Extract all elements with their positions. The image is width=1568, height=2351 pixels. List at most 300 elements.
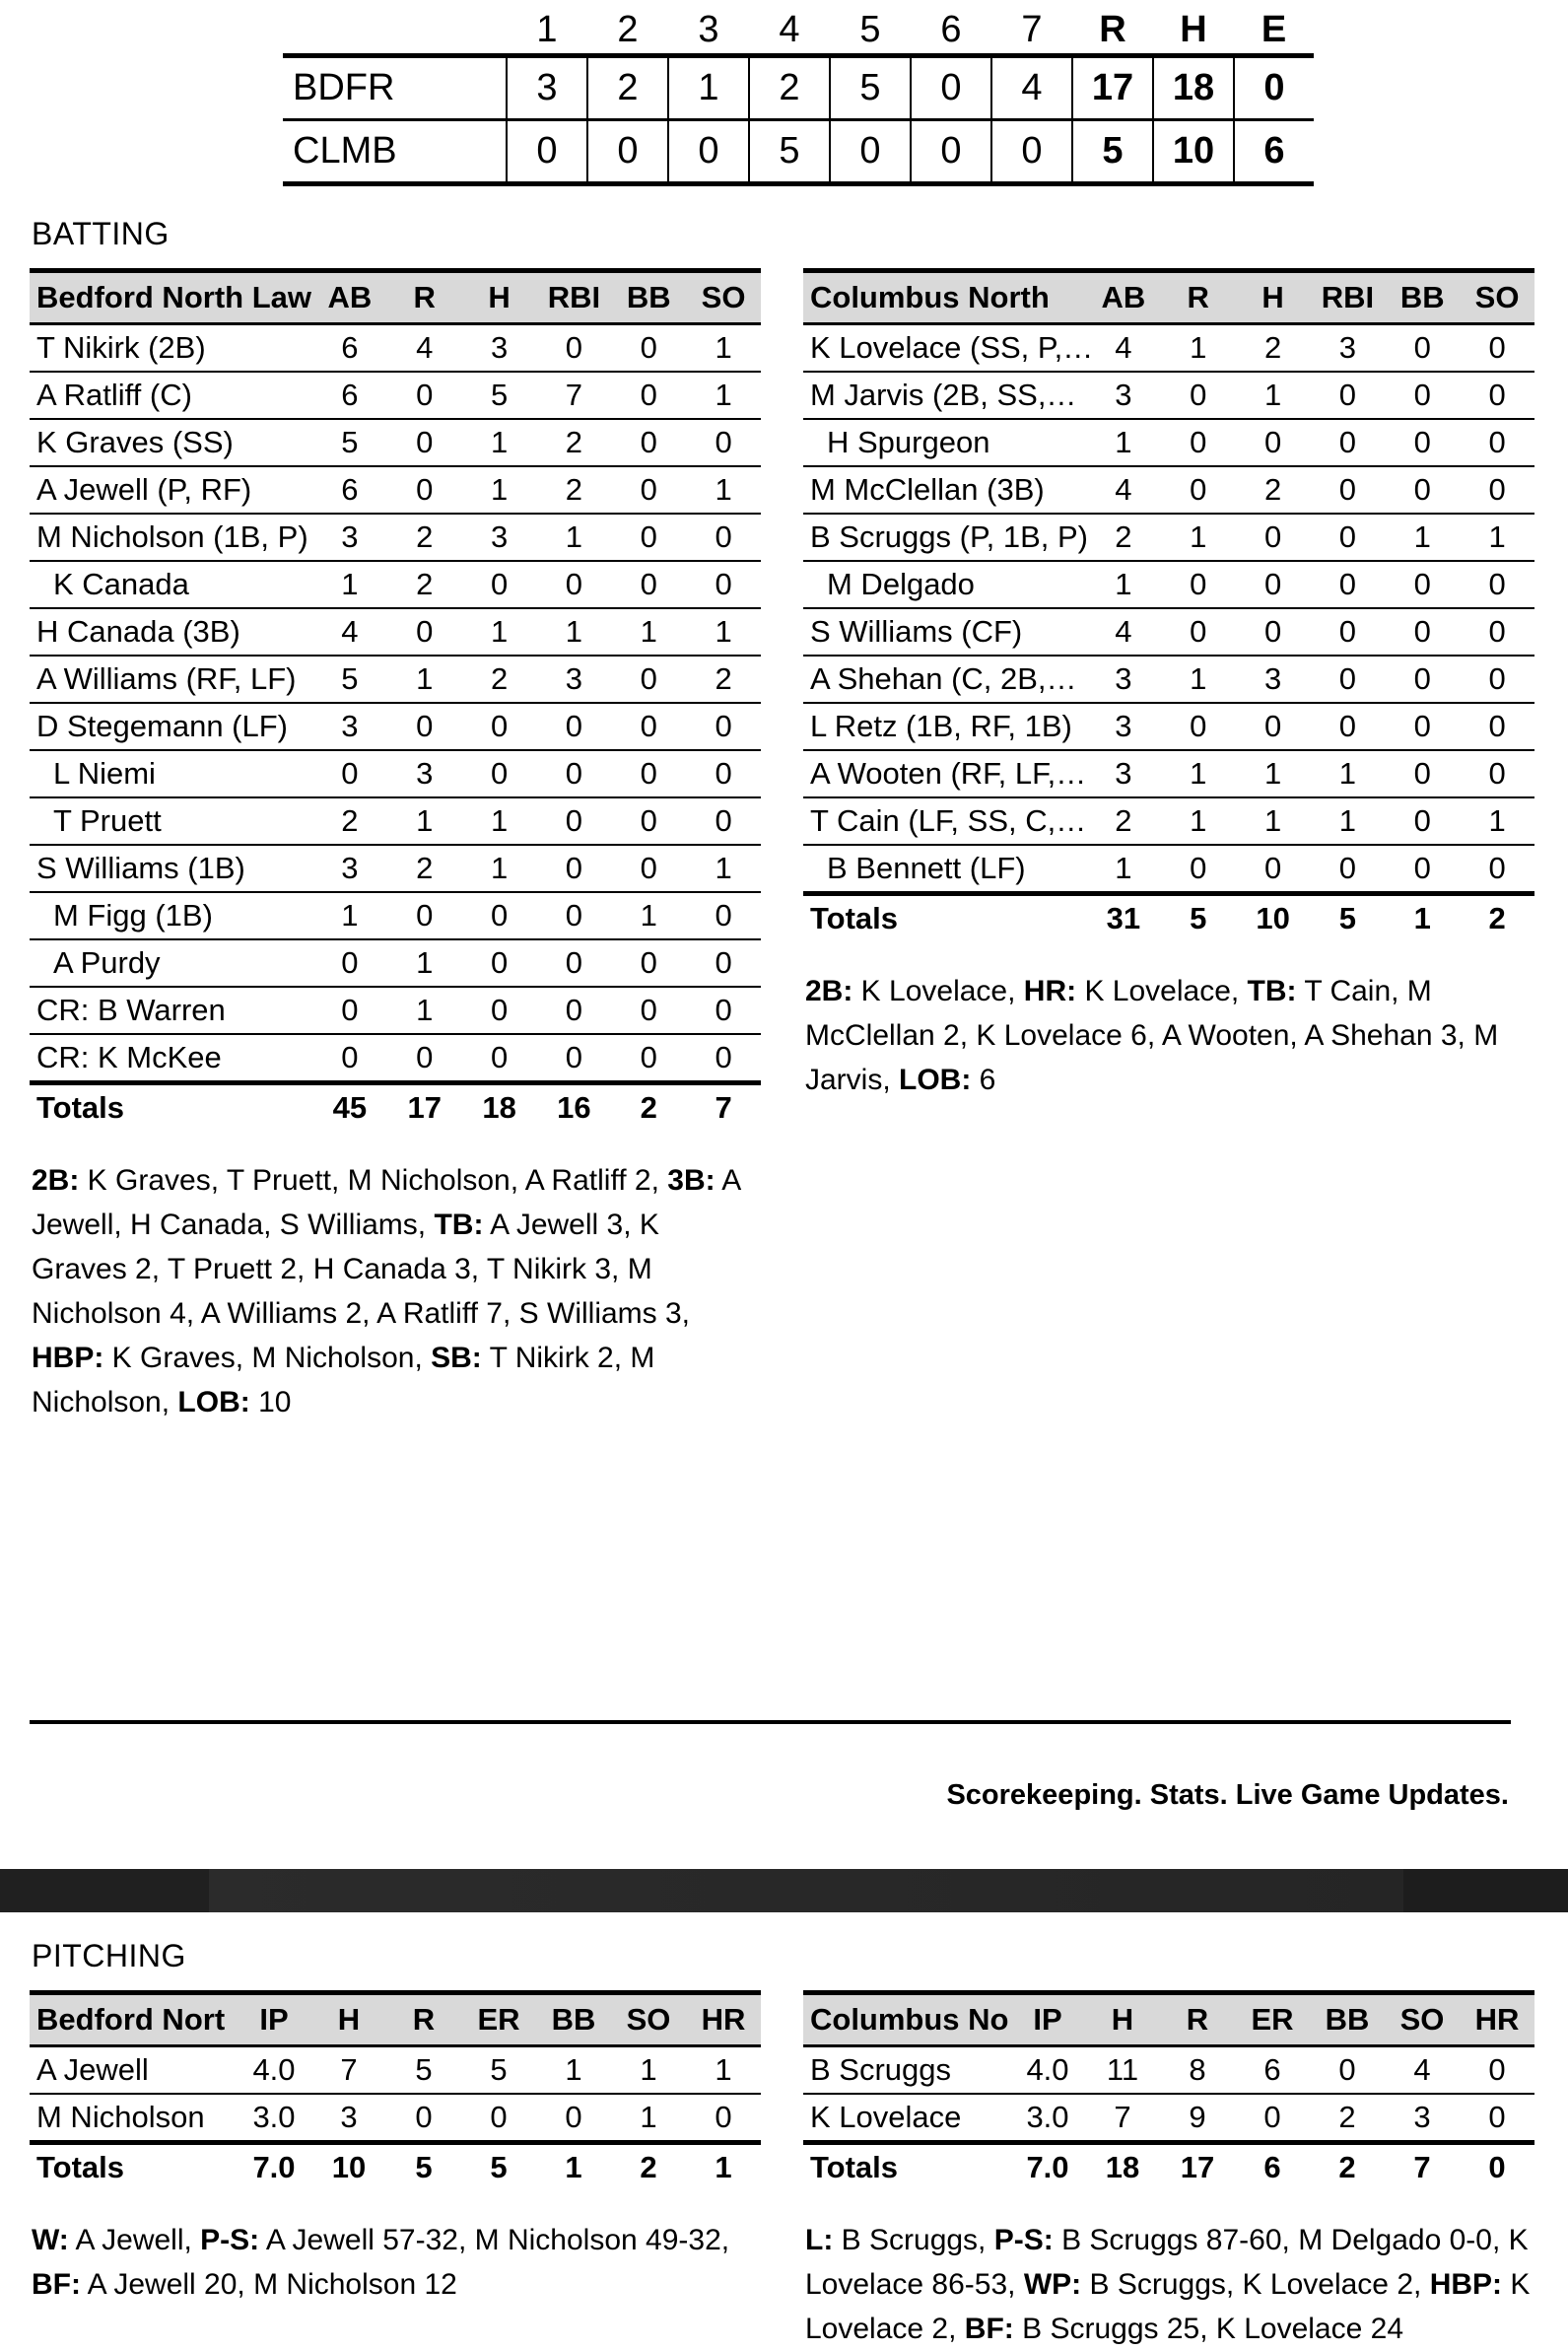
- stat-value: 0: [1236, 703, 1311, 750]
- stat-value: 4.0: [237, 2046, 311, 2095]
- stat-value: 0: [1236, 419, 1311, 466]
- stat-value: 0: [1310, 703, 1385, 750]
- inning-header: 3: [698, 8, 719, 50]
- pitching-home-panel: [803, 1990, 1534, 2351]
- stat-header: AB: [1086, 271, 1161, 324]
- stat-value: 0: [536, 750, 611, 797]
- stat-value: 0: [611, 939, 686, 987]
- stat-value: 5: [386, 2046, 461, 2095]
- totals-value: 18: [462, 1083, 537, 1132]
- stat-value: 1: [1161, 324, 1236, 373]
- totals-row: [803, 2143, 1534, 2191]
- stat-value: 0: [536, 845, 611, 892]
- stat-value: 4: [1385, 2046, 1460, 2095]
- stat-value: 3.0: [1010, 2094, 1085, 2143]
- stat-value: 0: [1161, 419, 1236, 466]
- inning-value: 0: [668, 120, 749, 184]
- inning-header: E: [1261, 8, 1287, 50]
- stat-value: 0: [611, 372, 686, 419]
- stat-value: 0: [686, 939, 761, 987]
- stat-value: 0: [1385, 561, 1460, 608]
- stat-value: 0: [462, 987, 537, 1034]
- team-name-header: Columbus North: [803, 271, 1086, 324]
- stat-value: 1: [1086, 419, 1161, 466]
- stat-value: 0: [611, 845, 686, 892]
- stat-value: 1: [387, 987, 462, 1034]
- batting-table-away: [30, 268, 761, 1131]
- inning-header: 7: [1021, 8, 1043, 50]
- player-name: M Jarvis (2B, SS,…: [803, 372, 1086, 419]
- stat-value: 1: [1161, 514, 1236, 561]
- batter-row: [30, 987, 761, 1034]
- stat-value: 3: [312, 845, 387, 892]
- player-name: M Delgado: [803, 561, 1086, 608]
- stat-value: 3: [1385, 2094, 1460, 2143]
- team-name-header: Bedford North Law: [30, 271, 312, 324]
- player-name: A Wooten (RF, LF,…: [803, 750, 1086, 797]
- stat-header: IP: [237, 1993, 311, 2046]
- tagline: Scorekeeping. Stats. Live Game Updates.: [946, 1779, 1509, 1811]
- stat-value: 5: [312, 656, 387, 703]
- stat-value: 0: [1385, 656, 1460, 703]
- stat-header: H: [462, 271, 537, 324]
- player-name: S Williams (1B): [30, 845, 312, 892]
- player-name: K Lovelace: [803, 2094, 1010, 2143]
- stat-value: 7: [1085, 2094, 1160, 2143]
- stat-value: 0: [1310, 561, 1385, 608]
- player-name: A Ratliff (C): [30, 372, 312, 419]
- inning-value: 6: [1234, 120, 1314, 184]
- stat-header: H: [1236, 271, 1311, 324]
- stat-header: BB: [1310, 1993, 1385, 2046]
- team-code: CLMB: [283, 120, 507, 184]
- note-label: P-S:: [200, 2224, 260, 2256]
- stat-value: 0: [312, 750, 387, 797]
- batter-row: [30, 561, 761, 608]
- stat-value: 0: [686, 703, 761, 750]
- totals-row: [30, 1083, 761, 1132]
- stat-value: 0: [611, 656, 686, 703]
- player-name: A Purdy: [30, 939, 312, 987]
- stat-value: 3: [311, 2094, 386, 2143]
- inning-value: 18: [1153, 56, 1234, 120]
- totals-value: 5: [386, 2143, 461, 2191]
- stat-value: 0: [1460, 608, 1534, 656]
- stat-value: 3.0: [237, 2094, 311, 2143]
- stat-value: 0: [686, 2094, 761, 2143]
- stat-value: 0: [686, 561, 761, 608]
- stat-value: 2: [686, 656, 761, 703]
- inning-header: 6: [940, 8, 962, 50]
- pitching-table-home: [803, 1990, 1534, 2190]
- stat-header: SO: [686, 271, 761, 324]
- player-name: T Nikirk (2B): [30, 324, 312, 373]
- linescore: [0, 0, 1568, 186]
- stat-value: 0: [1310, 608, 1385, 656]
- pitching-columns: [30, 1990, 1538, 2351]
- inning-header: H: [1180, 8, 1207, 50]
- stat-value: 0: [462, 892, 537, 939]
- stat-value: 0: [462, 939, 537, 987]
- batting-notes-home: 2B: K Lovelace, HR: K Lovelace, TB: T Cain, M McClellan 2, K Lovelace 6, A Wooten, A Shehan 3, M Jarvis, LOB: 6: [805, 975, 1499, 1096]
- batter-row: [803, 703, 1534, 750]
- player-name: B Scruggs (P, 1B, P): [803, 514, 1086, 561]
- stat-value: 0: [1460, 2094, 1534, 2143]
- batter-row: [803, 466, 1534, 514]
- note-label: HR:: [1023, 975, 1077, 1007]
- stat-value: 0: [536, 1034, 611, 1083]
- linescore-row: [283, 120, 1314, 184]
- player-name: D Stegemann (LF): [30, 703, 312, 750]
- stat-value: 0: [387, 372, 462, 419]
- stat-value: 1: [462, 419, 537, 466]
- inning-value: 0: [991, 120, 1072, 184]
- stat-value: 1: [1460, 514, 1534, 561]
- player-name: T Cain (LF, SS, C,…: [803, 797, 1086, 845]
- stat-value: 1: [1385, 514, 1460, 561]
- stat-header: H: [1085, 1993, 1160, 2046]
- totals-value: 7.0: [237, 2143, 311, 2191]
- player-name: S Williams (CF): [803, 608, 1086, 656]
- stat-value: 6: [312, 372, 387, 419]
- inning-value: 4: [991, 56, 1072, 120]
- inning-value: 0: [911, 120, 991, 184]
- stat-value: 1: [387, 939, 462, 987]
- stat-value: 0: [611, 703, 686, 750]
- stat-value: 0: [536, 324, 611, 373]
- stat-value: 2: [1310, 2094, 1385, 2143]
- player-name: K Graves (SS): [30, 419, 312, 466]
- stat-header: RBI: [1310, 271, 1385, 324]
- stat-value: 1: [462, 608, 537, 656]
- inning-value: 5: [749, 120, 830, 184]
- stat-header: SO: [1385, 1993, 1460, 2046]
- stat-value: 0: [611, 324, 686, 373]
- stat-value: 1: [1236, 797, 1311, 845]
- batter-row: [803, 750, 1534, 797]
- stat-value: 0: [1235, 2094, 1310, 2143]
- batter-row: [803, 608, 1534, 656]
- totals-value: 0: [1460, 2143, 1534, 2191]
- batting-table-home: [803, 268, 1534, 941]
- stat-value: 6: [1235, 2046, 1310, 2095]
- stat-header: RBI: [536, 271, 611, 324]
- stat-value: 0: [1236, 514, 1311, 561]
- pitcher-row: [803, 2094, 1534, 2143]
- inning-header: 5: [859, 8, 881, 50]
- inning-header: 1: [536, 8, 558, 50]
- stat-value: 0: [536, 561, 611, 608]
- totals-value: 45: [312, 1083, 387, 1132]
- inning-value: 0: [587, 120, 668, 184]
- totals-value: 1: [686, 2143, 761, 2191]
- stat-value: 1: [686, 845, 761, 892]
- stat-header: R: [387, 271, 462, 324]
- stat-header: HR: [686, 1993, 761, 2046]
- stat-value: 0: [1460, 561, 1534, 608]
- batting-away-panel: [30, 268, 761, 1424]
- stat-value: 0: [461, 2094, 536, 2143]
- pitcher-row: [803, 2046, 1534, 2095]
- stat-header: SO: [1460, 271, 1534, 324]
- stat-value: 6: [312, 466, 387, 514]
- stat-value: 0: [1161, 608, 1236, 656]
- stat-value: 1: [462, 845, 537, 892]
- totals-value: 2: [1310, 2143, 1385, 2191]
- inning-header: 2: [617, 8, 639, 50]
- stat-value: 1: [462, 466, 537, 514]
- stat-value: 3: [1086, 703, 1161, 750]
- stat-value: 5: [312, 419, 387, 466]
- stat-value: 0: [536, 939, 611, 987]
- stat-header: SO: [611, 1993, 686, 2046]
- stat-value: 0: [387, 419, 462, 466]
- stat-value: 0: [1460, 372, 1534, 419]
- batting-section-title: BATTING: [32, 216, 170, 251]
- stat-value: 3: [312, 514, 387, 561]
- player-name: A Shehan (C, 2B,…: [803, 656, 1086, 703]
- batter-row: [803, 561, 1534, 608]
- stat-value: 2: [1236, 466, 1311, 514]
- stat-value: 0: [611, 797, 686, 845]
- batting-columns: [30, 268, 1538, 1424]
- note-label: TB:: [434, 1209, 484, 1241]
- stat-value: 0: [462, 750, 537, 797]
- totals-value: 2: [611, 2143, 686, 2191]
- totals-value: 5: [1310, 894, 1385, 942]
- stat-value: 7: [311, 2046, 386, 2095]
- stat-value: 0: [1236, 608, 1311, 656]
- batter-row: [30, 514, 761, 561]
- stat-value: 0: [686, 987, 761, 1034]
- totals-value: 2: [1460, 894, 1534, 942]
- linescore-body: [283, 56, 1314, 184]
- player-name: A Williams (RF, LF): [30, 656, 312, 703]
- stat-value: 0: [1310, 372, 1385, 419]
- totals-value: 2: [611, 1083, 686, 1132]
- player-name: B Bennett (LF): [803, 845, 1086, 894]
- stat-value: 0: [686, 892, 761, 939]
- stat-value: 1: [1460, 797, 1534, 845]
- note-label: P-S:: [993, 2224, 1054, 2256]
- stat-value: 0: [536, 987, 611, 1034]
- linescore-header: [283, 6, 1314, 56]
- player-name: L Niemi: [30, 750, 312, 797]
- stat-value: 7: [536, 372, 611, 419]
- stat-value: 0: [1460, 466, 1534, 514]
- totals-value: 16: [536, 1083, 611, 1132]
- stat-value: 1: [387, 797, 462, 845]
- totals-value: 17: [387, 1083, 462, 1132]
- stat-value: 0: [1385, 466, 1460, 514]
- inning-value: 0: [911, 56, 991, 120]
- stat-value: 0: [611, 466, 686, 514]
- player-name: M McClellan (3B): [803, 466, 1086, 514]
- inning-value: 2: [749, 56, 830, 120]
- stat-value: 2: [387, 514, 462, 561]
- stat-header: R: [386, 1993, 461, 2046]
- stat-header: BB: [536, 1993, 611, 2046]
- stat-value: 4: [1086, 324, 1161, 373]
- stat-value: 0: [686, 514, 761, 561]
- stat-value: 0: [1460, 2046, 1534, 2095]
- stat-value: 1: [686, 608, 761, 656]
- totals-value: 31: [1086, 894, 1161, 942]
- totals-label: Totals: [803, 894, 1086, 942]
- stat-header: R: [1160, 1993, 1235, 2046]
- note-label: SB:: [431, 1342, 482, 1374]
- player-name: CR: B Warren: [30, 987, 312, 1034]
- linescore-corner: [283, 6, 507, 56]
- stat-value: 1: [1086, 845, 1161, 894]
- stat-value: 1: [686, 2046, 761, 2095]
- stat-value: 2: [536, 466, 611, 514]
- inning-value: 5: [1072, 120, 1153, 184]
- stat-value: 3: [462, 324, 537, 373]
- stat-value: 0: [1460, 324, 1534, 373]
- inning-header: R: [1099, 8, 1126, 50]
- totals-label: Totals: [803, 2143, 1010, 2191]
- stat-value: 2: [462, 656, 537, 703]
- inning-value: 10: [1153, 120, 1234, 184]
- section-divider: [30, 1720, 1511, 1724]
- batter-row: [30, 750, 761, 797]
- stat-value: 0: [1460, 845, 1534, 894]
- pitching-away-panel: [30, 1990, 761, 2307]
- note-label: 2B:: [805, 975, 853, 1007]
- stat-value: 1: [536, 514, 611, 561]
- batter-row: [30, 419, 761, 466]
- totals-label: Totals: [30, 1083, 312, 1132]
- stat-value: 0: [462, 1034, 537, 1083]
- totals-value: 5: [1161, 894, 1236, 942]
- stat-value: 11: [1085, 2046, 1160, 2095]
- stat-header: HR: [1460, 1993, 1534, 2046]
- stat-value: 2: [536, 419, 611, 466]
- batter-row: [30, 797, 761, 845]
- note-label: LOB:: [899, 1064, 972, 1096]
- stat-value: 4: [312, 608, 387, 656]
- batter-row: [803, 797, 1534, 845]
- stat-value: 0: [611, 419, 686, 466]
- stat-value: 4: [1086, 608, 1161, 656]
- stat-value: 0: [1161, 845, 1236, 894]
- totals-row: [30, 2143, 761, 2191]
- inning-value: 3: [507, 56, 587, 120]
- batter-row: [30, 845, 761, 892]
- stat-value: 1: [536, 2046, 611, 2095]
- stat-value: 0: [1385, 703, 1460, 750]
- batter-row: [803, 845, 1534, 894]
- batter-row: [803, 419, 1534, 466]
- batter-row: [30, 466, 761, 514]
- totals-value: 17: [1160, 2143, 1235, 2191]
- pitching-table-away: [30, 1990, 761, 2190]
- inning-value: 5: [830, 56, 911, 120]
- note-label: L:: [805, 2224, 834, 2256]
- batter-row: [803, 656, 1534, 703]
- stat-value: 0: [611, 750, 686, 797]
- stat-value: 0: [1385, 797, 1460, 845]
- totals-value: 1: [1385, 894, 1460, 942]
- totals-value: 18: [1085, 2143, 1160, 2191]
- totals-value: 7: [686, 1083, 761, 1132]
- stat-header: BB: [611, 271, 686, 324]
- player-name: M Nicholson: [30, 2094, 237, 2143]
- note-label: HBP:: [32, 1342, 104, 1374]
- stat-value: 0: [1161, 372, 1236, 419]
- pitching-notes-home: L: B Scruggs, P-S: B Scruggs 87-60, M Delgado 0-0, K Lovelace 86-53, WP: B Scruggs, K Lovelace 2, HBP: K Lovelace 2, BF: B Scruggs 25, K Lovelace 24: [805, 2224, 1531, 2345]
- batter-row: [30, 372, 761, 419]
- player-name: K Lovelace (SS, P,…: [803, 324, 1086, 373]
- stat-value: 0: [536, 703, 611, 750]
- note-label: BF:: [964, 2313, 1014, 2345]
- stat-value: 0: [1385, 324, 1460, 373]
- inning-header: 4: [779, 8, 800, 50]
- stat-value: 1: [611, 892, 686, 939]
- pitching-section-title: PITCHING: [32, 1938, 186, 1973]
- pitching-header-row-home: [803, 1993, 1534, 2046]
- inning-value: 0: [830, 120, 911, 184]
- stat-header: IP: [1010, 1993, 1085, 2046]
- stat-value: 1: [1236, 372, 1311, 419]
- stat-value: 4: [1086, 466, 1161, 514]
- stat-value: 0: [1385, 750, 1460, 797]
- batter-row: [30, 892, 761, 939]
- stat-header: H: [311, 1993, 386, 2046]
- team-name-header: Bedford Nort: [30, 1993, 237, 2046]
- stat-value: 1: [1310, 750, 1385, 797]
- totals-value: 7.0: [1010, 2143, 1085, 2191]
- stat-value: 0: [462, 561, 537, 608]
- stat-value: 2: [1236, 324, 1311, 373]
- stat-value: 3: [462, 514, 537, 561]
- stat-value: 0: [611, 987, 686, 1034]
- batter-row: [803, 372, 1534, 419]
- player-name: M Figg (1B): [30, 892, 312, 939]
- inning-value: 1: [668, 56, 749, 120]
- totals-label: Totals: [30, 2143, 237, 2191]
- batting-notes-away: 2B: K Graves, T Pruett, M Nicholson, A Ratliff 2, 3B: A Jewell, H Canada, S Williams, TB: A Jewell 3, K Graves 2, T Pruett 2, H Canada 3, T Nikirk 3, M Nicholson 4, A Williams 2, A Ratliff 7, S Williams 3, HBP: K Graves, M Nicholson, SB: T Nikirk 2, M Nicholson, LOB: 10: [32, 1164, 740, 1418]
- stat-value: 1: [1236, 750, 1311, 797]
- player-name: A Jewell (P, RF): [30, 466, 312, 514]
- player-name: L Retz (1B, RF, 1B): [803, 703, 1086, 750]
- stat-value: 1: [1310, 797, 1385, 845]
- stat-value: 1: [387, 656, 462, 703]
- totals-value: 6: [1235, 2143, 1310, 2191]
- stat-header: R: [1161, 271, 1236, 324]
- stat-value: 0: [1161, 561, 1236, 608]
- stat-header: BB: [1385, 271, 1460, 324]
- stat-value: 0: [611, 561, 686, 608]
- stat-value: 3: [387, 750, 462, 797]
- stat-value: 0: [686, 797, 761, 845]
- batter-row: [30, 1034, 761, 1083]
- stat-value: 1: [462, 797, 537, 845]
- stat-value: 2: [387, 845, 462, 892]
- note-label: 2B:: [32, 1164, 80, 1197]
- stat-value: 3: [1086, 656, 1161, 703]
- stat-value: 0: [1161, 466, 1236, 514]
- note-label: TB:: [1247, 975, 1297, 1007]
- stat-value: 0: [686, 1034, 761, 1083]
- stat-value: 0: [387, 703, 462, 750]
- stat-value: 5: [462, 372, 537, 419]
- totals-row: [803, 894, 1534, 942]
- note-label: LOB:: [177, 1386, 250, 1418]
- stat-value: 1: [686, 324, 761, 373]
- stat-value: 0: [686, 419, 761, 466]
